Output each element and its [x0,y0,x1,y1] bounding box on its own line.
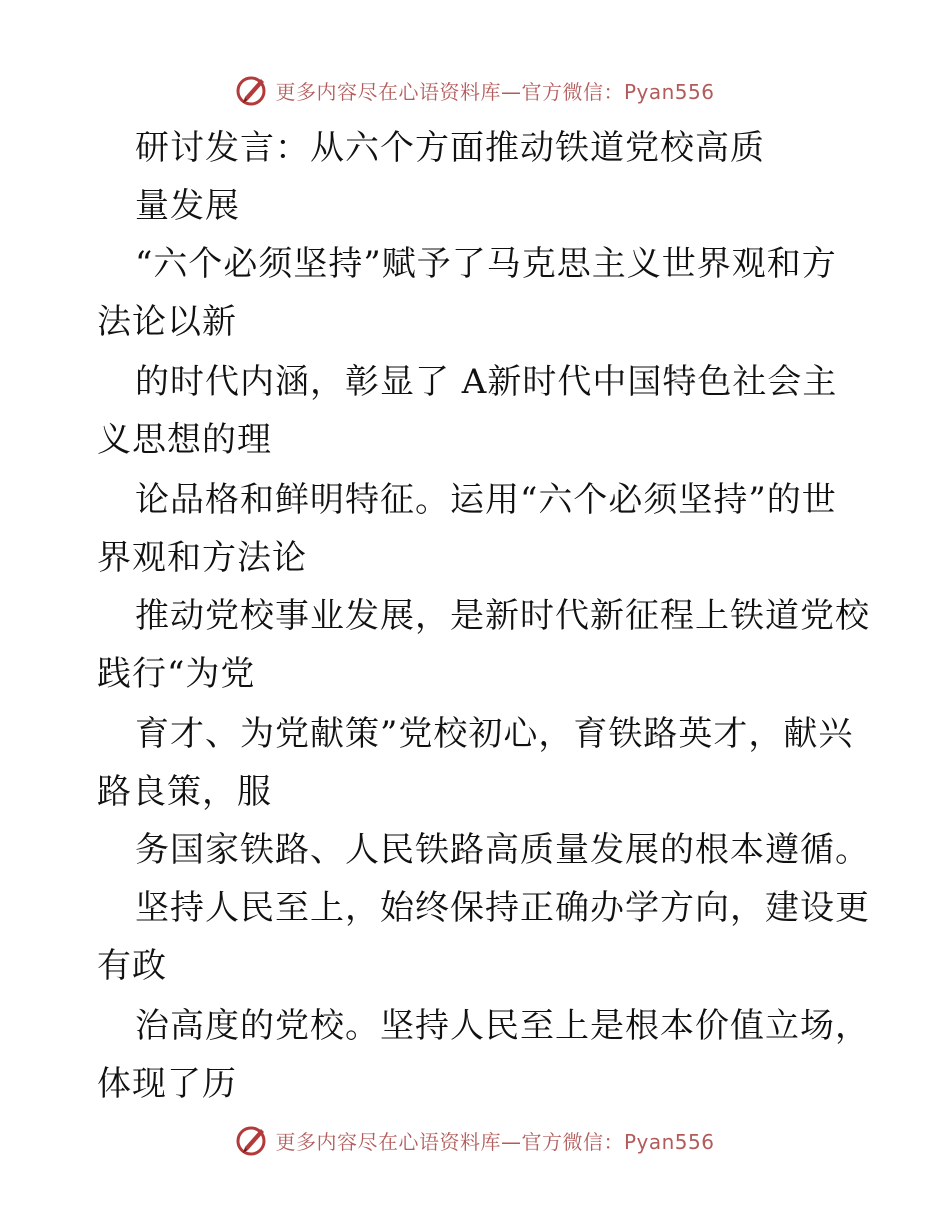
doc-line: 体现了历 [97,1064,237,1104]
doc-line: 治高度的党校。坚持人民至上是根本价值立场， [135,1006,870,1046]
doc-line: 论品格和鲜明特征。运用“六个必须坚持”的世 [135,480,837,520]
doc-line: 务国家铁路、人民铁路高质量发展的根本遵循。 [135,830,870,870]
doc-line: “六个必须坚持”赋予了马克思主义世界观和方 [135,244,837,284]
doc-line: 路良策，服 [97,772,272,812]
doc-line: 育才、为党献策”党校初心，育铁路英才，献兴 [135,714,854,754]
doc-line: 义思想的理 [97,420,272,460]
watermark-text: 更多内容尽在心语资料库—官方微信：Pyan556 [275,1129,715,1154]
doc-line: 法论以新 [97,302,237,342]
doc-line: 的时代内涵，彰显了 A新时代中国特色社会主 [135,362,838,402]
header-watermark [0,70,950,110]
doc-line: 有政 [97,946,167,986]
footer-watermark [0,1120,950,1160]
doc-line: 界观和方法论 [97,538,307,578]
doc-line: 坚持人民至上，始终保持正确办学方向，建设更 [135,888,870,928]
pen-logo-icon [235,73,269,107]
doc-line: 践行“为党 [97,654,256,694]
doc-line: 推动党校事业发展，是新时代新征程上铁道党校 [135,596,870,636]
doc-line: 量发展 [135,186,240,226]
doc-line: 研讨发言：从六个方面推动铁道党校高质 [135,128,765,168]
watermark-text: 更多内容尽在心语资料库—官方微信：Pyan556 [275,79,715,104]
pen-logo-icon [235,1123,269,1157]
